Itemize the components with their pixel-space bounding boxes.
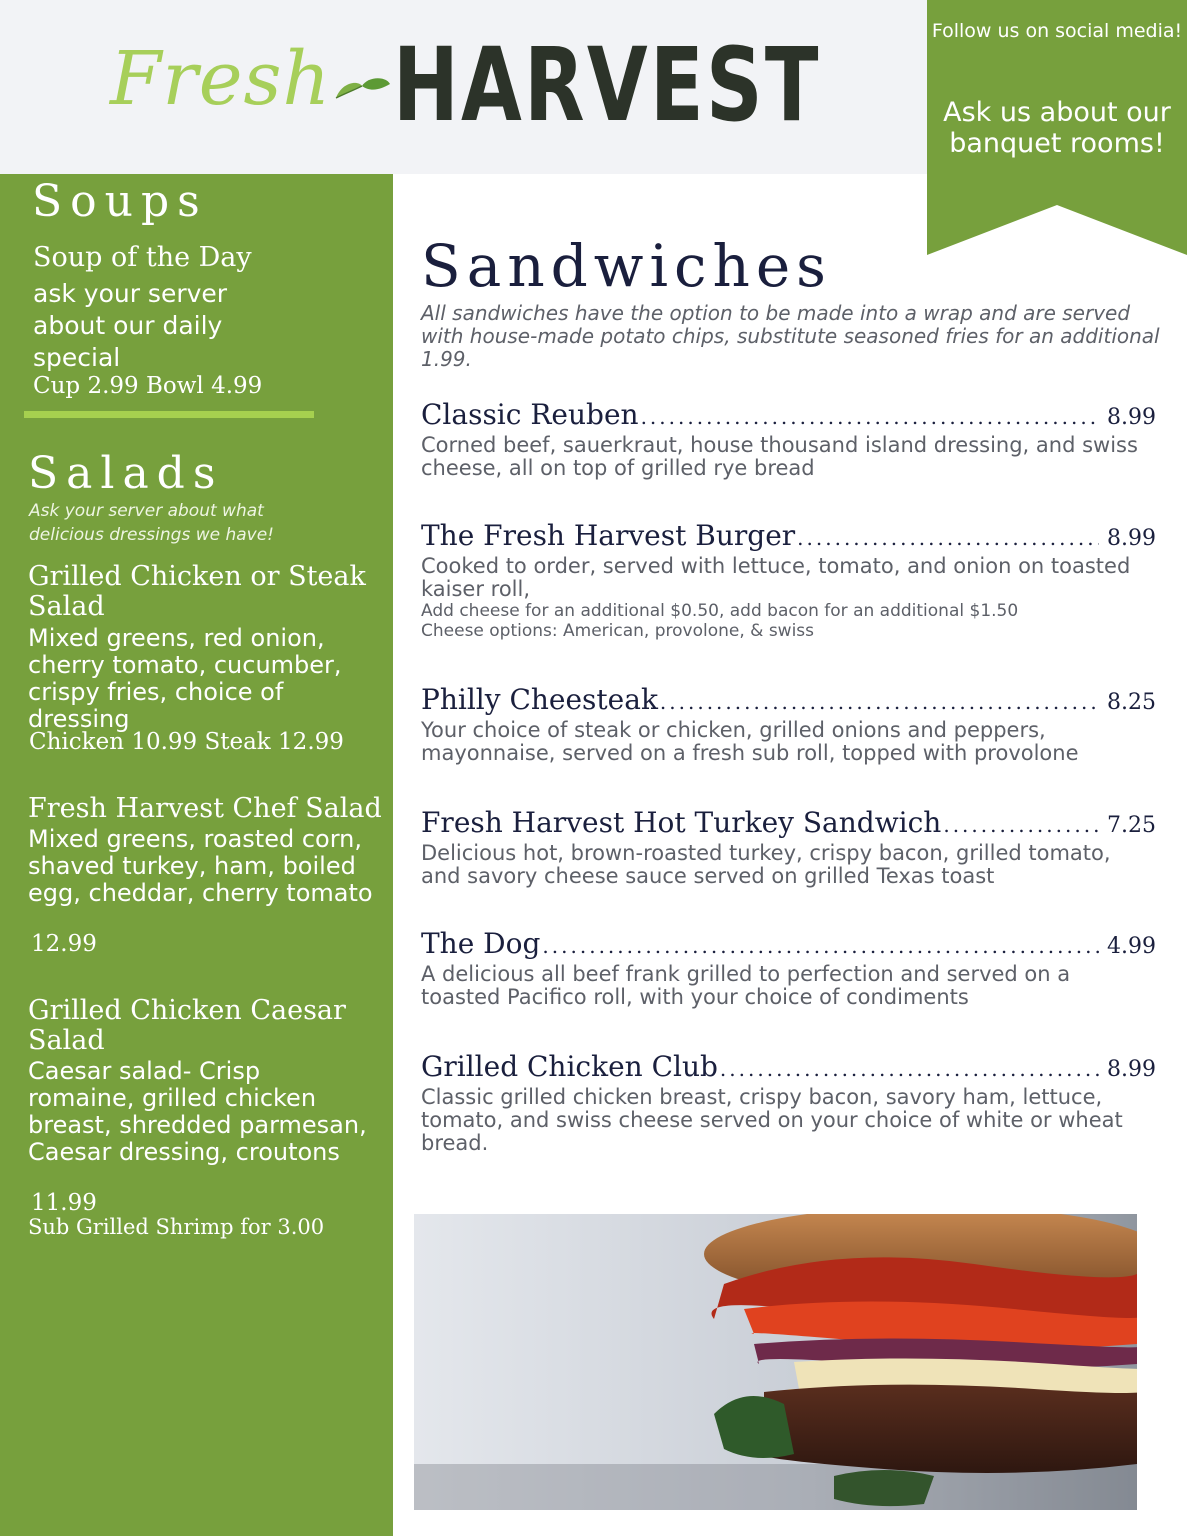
leaf-icon [332, 74, 392, 114]
salad-1-description: Mixed greens, red onion, cherry tomato, cucumber, crispy fries, choice of dressing [28, 624, 342, 733]
item-description: Cooked to order, served with lettuce, tomato, and onion on toasted kaiser roll, [421, 554, 1131, 601]
item-price: 8.99 [1107, 405, 1156, 430]
dot-leader [540, 934, 1099, 958]
social-banner [927, 0, 1187, 255]
soup-prices: Cup 2.99 Bowl 4.99 [33, 373, 263, 399]
social-media-text: Follow us on social media! [931, 20, 1183, 42]
item-price: 8.25 [1107, 690, 1156, 715]
item-description: A delicious all beef frank grilled to perfection and served on a toasted Pacifico roll, with your choice of condiments [421, 962, 1071, 1009]
soup-of-day-name: Soup of the Day [33, 242, 252, 273]
salad-3-price: 11.99 [31, 1190, 97, 1216]
item-note: Add cheese for an additional $0.50, add bacon for an additional $1.50 [421, 601, 1019, 621]
menu-item [421, 806, 1156, 888]
dot-leader [795, 526, 1099, 550]
menu-item [421, 1050, 1156, 1155]
item-price: 4.99 [1107, 934, 1156, 959]
item-note: Cheese options: American, provolone, & swiss [421, 621, 815, 641]
item-name: Fresh Harvest Hot Turkey Sandwich [421, 806, 942, 839]
item-description: Delicious hot, brown-roasted turkey, crispy bacon, grilled tomato, and savory cheese sauce served on grilled Texas toast [421, 841, 1111, 888]
item-price: 7.25 [1107, 813, 1156, 838]
item-description: Classic grilled chicken breast, crispy bacon, savory ham, lettuce, tomato, and swiss cheese served on your choice of white or wheat bread. [421, 1085, 1123, 1155]
item-name: Philly Cheesteak [421, 683, 658, 716]
salad-1-price: Chicken 10.99 Steak 12.99 [29, 729, 344, 755]
salad-1-name: Grilled Chicken or Steak Salad [28, 561, 366, 622]
burger-photo [414, 1214, 1137, 1510]
salad-2-price: 12.99 [31, 931, 97, 957]
item-name: Grilled Chicken Club [421, 1050, 718, 1083]
salad-3-name: Grilled Chicken Caesar Salad [28, 995, 346, 1056]
item-name: The Fresh Harvest Burger [421, 519, 796, 552]
sandwiches-heading: Sandwiches [421, 232, 832, 300]
dot-leader [941, 813, 1099, 837]
item-name: The Dog [421, 927, 541, 960]
menu-item [421, 927, 1156, 1009]
salad-2-name: Fresh Harvest Chef Salad [28, 793, 382, 824]
salads-note: Ask your server about what delicious dressings we have! [29, 501, 274, 545]
soups-heading: Soups [32, 176, 208, 227]
sidebar-soups-salads [0, 174, 393, 1536]
sandwiches-intro: All sandwiches have the option to be made into a wrap and are served with house-made potato chips, substitute seasoned fries for an additional 1.99. [421, 301, 1160, 371]
dot-leader [718, 1057, 1099, 1081]
logo-script-text: Fresh [110, 36, 332, 122]
menu-item [421, 398, 1156, 480]
item-name: Classic Reuben [421, 398, 639, 431]
item-price: 8.99 [1107, 1057, 1156, 1082]
salad-2-description: Mixed greens, roasted corn, shaved turkey, ham, boiled egg, cheddar, cherry tomato [28, 825, 373, 907]
item-price: 8.99 [1107, 526, 1156, 551]
salads-heading: Salads [28, 448, 224, 499]
logo-block-text: HARVEST [393, 26, 821, 145]
menu-item [421, 683, 1156, 765]
section-divider [24, 411, 314, 418]
dot-leader [639, 405, 1099, 429]
salad-3-description: Caesar salad- Crisp romaine, grilled chicken breast, shredded parmesan, Caesar dressing, croutons [28, 1057, 367, 1166]
item-description: Your choice of steak or chicken, grilled onions and peppers, mayonnaise, served on a fresh sub roll, topped with provolone [421, 718, 1079, 765]
banquet-rooms-text: Ask us about our banquet rooms! [943, 97, 1171, 159]
salad-3-extra: Sub Grilled Shrimp for 3.00 [28, 1215, 325, 1239]
item-description: Corned beef, sauerkraut, house thousand island dressing, and swiss cheese, all on top of grilled rye bread [421, 433, 1138, 480]
soup-description: ask your server about our daily special [33, 279, 228, 372]
menu-item [421, 519, 1156, 641]
dot-leader [658, 690, 1099, 714]
